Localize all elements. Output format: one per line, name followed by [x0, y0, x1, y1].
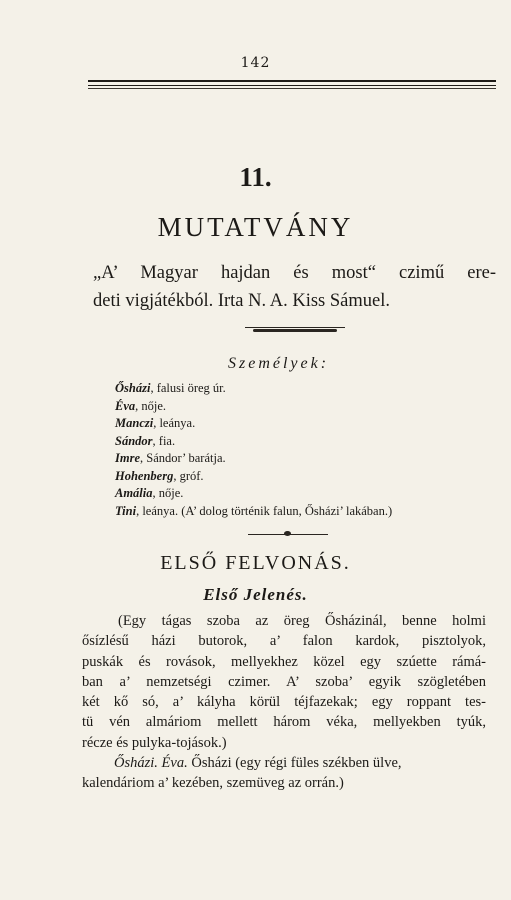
dialogue-line	[82, 753, 486, 773]
setting-note: (A’ dolog történik falun, Ősházi’ lakában.)	[178, 503, 393, 518]
header-rule-thin-2	[88, 88, 496, 89]
ornament-rule	[245, 327, 345, 333]
header-rule-thin	[88, 85, 496, 86]
subtitle-line-1: „A’ Magyar hajdan és most“ czimű ere-	[93, 263, 496, 283]
cast-row	[115, 503, 511, 521]
persons-heading: Személyek:	[228, 355, 330, 372]
header-rule	[88, 80, 496, 82]
role-description: , leánya.	[136, 503, 179, 518]
role-name: Tini	[115, 503, 137, 518]
role-description: , falusi öreg úr.	[150, 381, 226, 395]
speakers: Ősházi. Éva.	[114, 755, 188, 771]
cast-row	[115, 468, 511, 486]
role-description: , Sándor’ barátja.	[140, 451, 226, 465]
cast-row	[115, 433, 511, 451]
role-description: , fia.	[152, 433, 176, 448]
text-line: tü vén almáriom mellett három véka, mellyekben tyúk,	[82, 714, 486, 731]
page-number: 142	[240, 55, 271, 71]
text-line: ősízlésű házi butorok, a’ falon kardok, pisztolyok,	[82, 633, 486, 650]
role-name: Amália	[115, 486, 153, 500]
cast-row	[115, 398, 511, 416]
role-name: Sándor	[115, 433, 153, 448]
section-number: 11.	[239, 162, 272, 192]
role-name: Hohenberg	[115, 468, 174, 483]
text-line: két kő só, a’ kályha körül téjfazekak; egy roppant tes-	[82, 694, 486, 711]
role-description: , gróf.	[173, 468, 204, 483]
text-line: récze és pulyka-tojások.)	[82, 734, 227, 751]
dialogue-text: Ősházi (egy régi füles székben ülve,	[187, 755, 402, 771]
divider-ornament	[284, 531, 291, 536]
scene-heading: Első Jelenés.	[203, 585, 308, 604]
role-description: , leánya.	[153, 416, 196, 430]
cast-row	[115, 485, 511, 503]
role-description: , nője.	[135, 398, 167, 413]
section-title: MUTATVÁNY	[157, 212, 354, 242]
role-name: Manczi	[115, 416, 154, 430]
dialogue-line: kalendáriom a’ kezében, szemüveg az orrán.)	[82, 775, 344, 792]
text-line: puskák és rovások, mellyekhez közel egy szúette rámá-	[82, 653, 486, 670]
role-name: Imre	[115, 451, 140, 465]
cast-row	[115, 450, 511, 468]
subtitle	[93, 259, 496, 315]
cast-row	[115, 415, 511, 433]
stage-direction	[82, 611, 486, 753]
act-heading: ELSŐ FELVONÁS.	[160, 552, 351, 574]
subtitle-line-2: deti vigjátékból. Irta N. A. Kiss Sámuel.	[93, 291, 390, 311]
text-line: (Egy tágas szoba az öreg Ősházinál, benne holmi	[118, 613, 486, 629]
role-name: Ősházi	[115, 381, 151, 395]
text-line: ban a’ nemzetségi czimer. A’ szoba’ egyik szögletében	[82, 673, 486, 690]
dialogue	[82, 753, 486, 794]
cast-row	[115, 380, 511, 398]
role-name: Éva	[115, 398, 136, 413]
cast-list	[115, 380, 511, 520]
role-description: , nője.	[152, 486, 184, 500]
